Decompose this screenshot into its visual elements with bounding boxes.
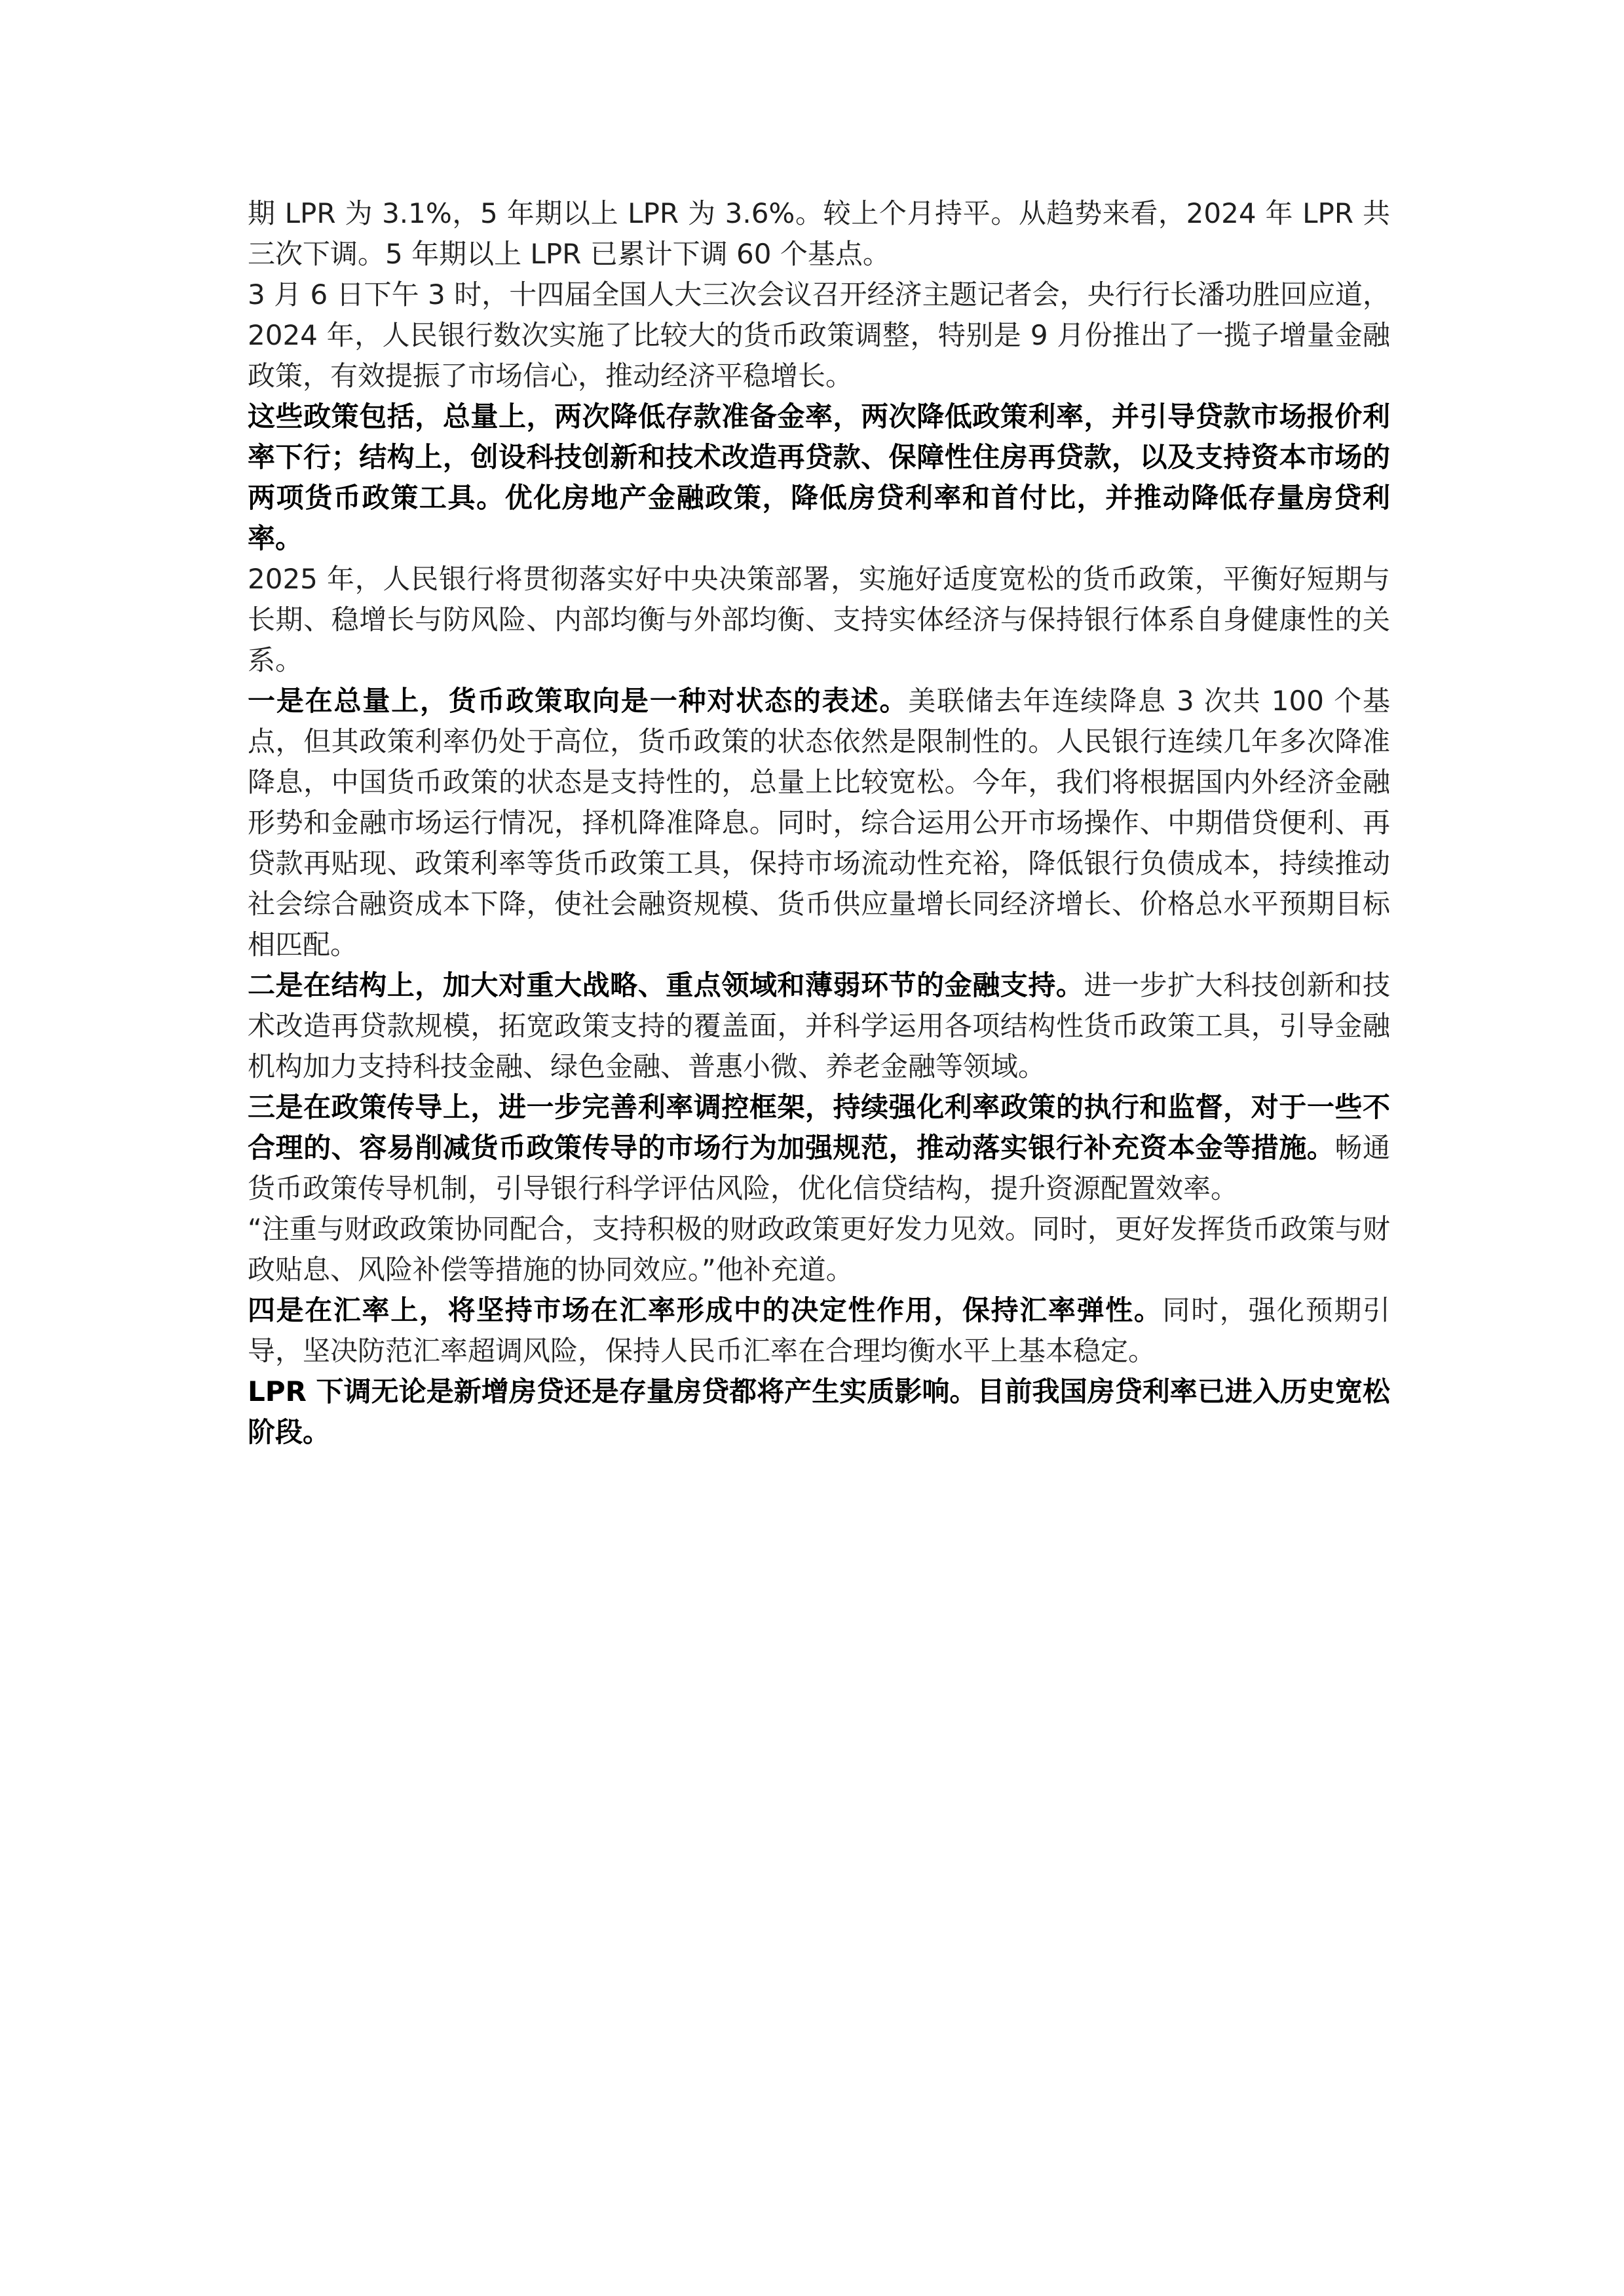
- paragraph-bold-lead: 三是在政策传导上，进一步完善利率调控框架，持续强化利率政策的执行和监督，对于一些不合理的、容易削减货币政策传导的市场行为加强规范，推动落实银行补充资本金等措施。: [248, 1091, 1390, 1164]
- paragraph-bold-text: 这些政策包括，总量上，两次降低存款准备金率，两次降低政策利率，并引导贷款市场报价利率下行；结构上，创设科技创新和技术改造再贷款、保障性住房再贷款，以及支持资本市场的两项货币政策工具。优化房地产金融政策，降低房贷利率和首付比，并推动降低存量房贷利率。: [248, 400, 1390, 554]
- paragraph-text: 3 月 6 日下午 3 时，十四届全国人大三次会议召开经济主题记者会，央行行长潘功胜回应道，2024 年，人民银行数次实施了比较大的货币政策调整，特别是 9 月份推出了一揽子增量金融政策，有效提振了市场信心，推动经济平稳增长。: [248, 278, 1390, 392]
- paragraph-conclusion: [248, 1371, 1390, 1453]
- paragraph-point-two-structure: [248, 965, 1390, 1087]
- paragraph-text: 美联储去年连续降息 3 次共 100 个基点，但其政策利率仍处于高位，货币政策的状态依然是限制性的。人民银行连续几年多次降准降息，中国货币政策的状态是支持性的，总量上比较宽松。今年，我们将根据国内外经济金融形势和金融市场运行情况，择机降准降息。同时，综合运用公开市场操作、中期借贷便利、再贷款再贴现、政策利率等货币政策工具，保持市场流动性充裕，降低银行负债成本，持续推动社会综合融资成本下降，使社会融资规模、货币供应量增长同经济增长、价格总水平预期目标相匹配。: [248, 685, 1390, 961]
- paragraph-lpr-rates: [248, 193, 1390, 275]
- paragraph-point-four-exchange-rate: [248, 1290, 1390, 1371]
- paragraph-bold-lead: 一是在总量上，货币政策取向是一种对状态的表述。: [248, 685, 909, 717]
- paragraph-text: 2025 年，人民银行将贯彻落实好中央决策部署，实施好适度宽松的货币政策，平衡好短期与长期、稳增长与防风险、内部均衡与外部均衡、支持实体经济与保持银行体系自身健康性的关系。: [248, 563, 1390, 676]
- paragraph-bold-text: LPR 下调无论是新增房贷还是存量房贷都将产生实质影响。目前我国房贷利率已进入历史宽松阶段。: [248, 1375, 1390, 1448]
- paragraph-point-three-transmission: [248, 1087, 1390, 1209]
- paragraph-text: 进一步扩大科技创新和技术改造再贷款规模，拓宽政策支持的覆盖面，并科学运用各项结构性货币政策工具，引导金融机构加力支持科技金融、绿色金融、普惠小微、养老金融等领域。: [248, 969, 1390, 1082]
- paragraph-text: 期 LPR 为 3.1%，5 年期以上 LPR 为 3.6%。较上个月持平。从趋势来看，2024 年 LPR 共三次下调。5 年期以上 LPR 已累计下调 60 个基点。: [248, 197, 1390, 270]
- document-body: [248, 193, 1390, 1453]
- paragraph-text: 畅通货币政策传导机制，引导银行科学评估风险，优化信贷结构，提升资源配置效率。: [248, 1132, 1390, 1204]
- paragraph-quote-fiscal: [248, 1209, 1390, 1290]
- paragraph-text: 同时，强化预期引导，坚决防范汇率超调风险，保持人民币汇率在合理均衡水平上基本稳定。: [248, 1294, 1390, 1367]
- paragraph-2025-outlook: [248, 559, 1390, 681]
- paragraph-bold-lead: 二是在结构上，加大对重大战略、重点领域和薄弱环节的金融支持。: [248, 969, 1084, 1001]
- paragraph-bold-lead: 四是在汇率上，将坚持市场在汇率形成中的决定性作用，保持汇率弹性。: [248, 1294, 1163, 1326]
- paragraph-text: “注重与财政政策协同配合，支持积极的财政政策更好发力见效。同时，更好发挥货币政策与财政贴息、风险补偿等措施的协同效应。”他补充道。: [248, 1213, 1390, 1286]
- paragraph-policy-summary: [248, 396, 1390, 559]
- paragraph-point-one-total: [248, 681, 1390, 965]
- paragraph-press-conference: [248, 275, 1390, 396]
